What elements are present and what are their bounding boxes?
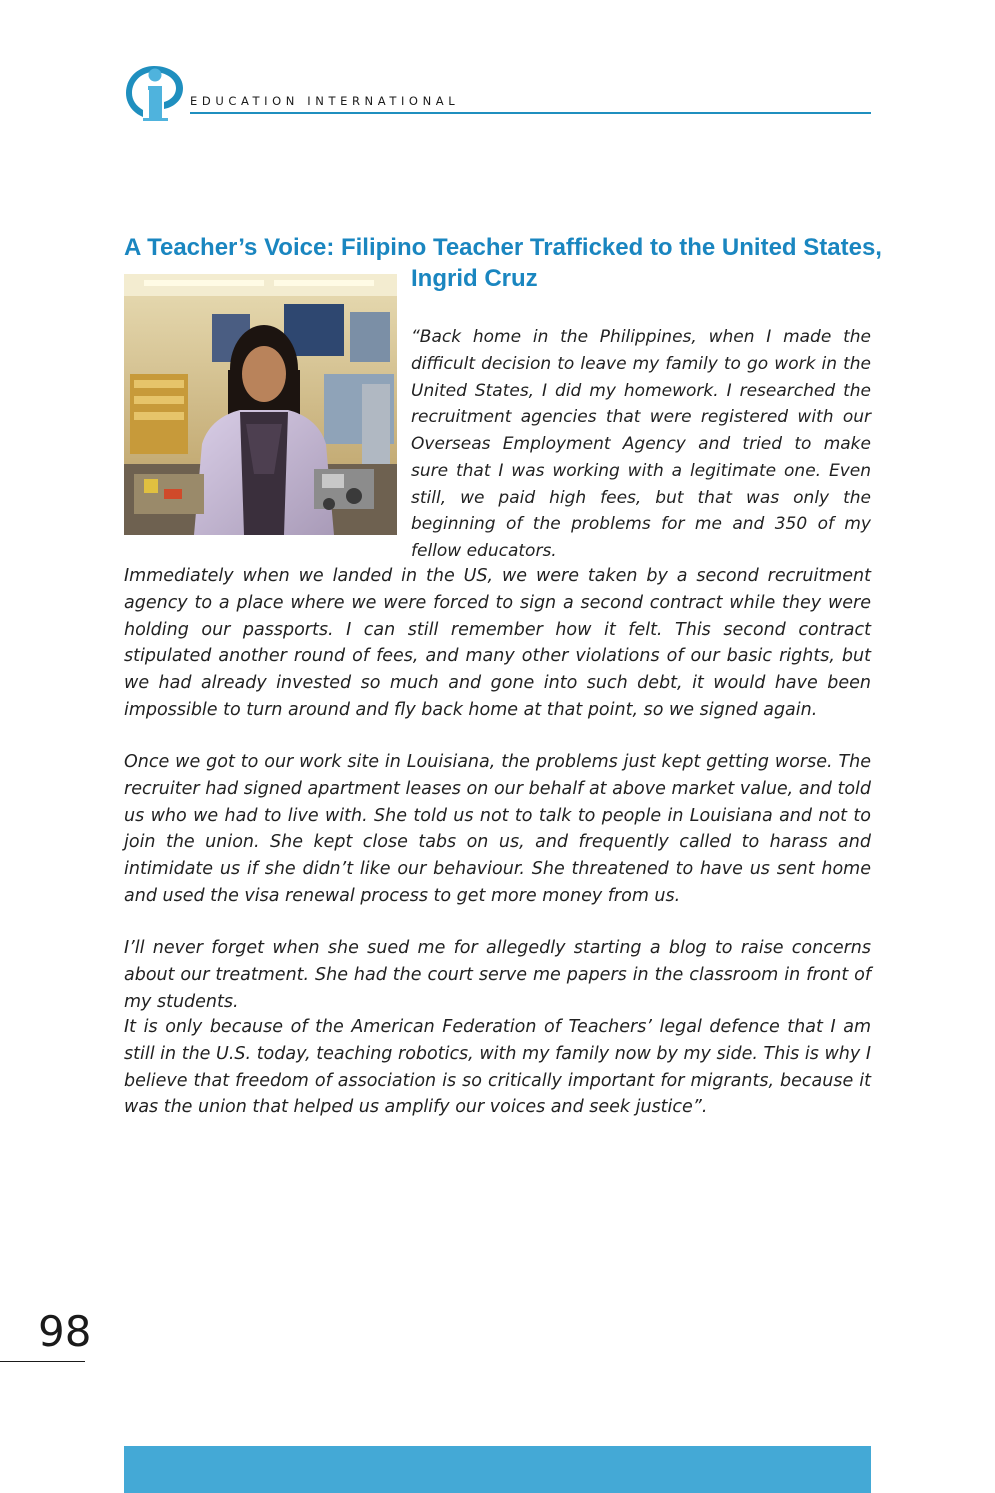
header-rule	[190, 112, 871, 114]
page-number-rule	[0, 1361, 85, 1362]
article-paragraph: Immediately when we landed in the US, we were taken by a second recruitment agency to a place where we were forced to sign a second contract while they were holding our passports. I can still remember how it felt. This second contract stipulated another round of fees, and many other violations of our basic rights, but we had already invested so much and gone into such debt, it would have been impossible to turn around and fly back home at that point, so we signed again.	[124, 566, 871, 720]
education-international-logo-icon	[124, 62, 186, 122]
article-paragraph: I’ll never forget when she sued me for allegedly starting a blog to raise concerns about our treatment. She had the court serve me papers in the classroom in front of my students.	[124, 938, 871, 1012]
page-number: 98	[38, 1307, 92, 1356]
footer-bar	[124, 1446, 871, 1493]
article-title-subtitle: Ingrid Cruz	[411, 265, 538, 292]
article-paragraph: It is only because of the American Federation of Teachers’ legal defence that I am still in the U.S. today, teaching robotics, with my family now by my side. This is why I believe that freedom of association is so critically important for migrants, because it was the union that helped us amplify our voices and seek justice”.	[124, 1017, 871, 1118]
header-org-name: EDUCATION INTERNATIONAL	[190, 94, 460, 108]
article-paragraph: “Back home in the Philippines, when I made the difficult decision to leave my family to go work in the United States, I did my homework. I researched the recruitment agencies that were registered with our Overseas Employment Agency and tried to make sure that I was working with a legitimate one. Even still, we paid high fees, but that was only the beginning of the problems for me and 350 of my fellow educators.	[411, 327, 871, 561]
teacher-classroom-photo	[124, 274, 397, 535]
article-paragraph: Once we got to our work site in Louisiana, the problems just kept getting worse. The recruiter had signed apartment leases on our behalf at above market value, and told us who we had to live with. She told us not to talk to people in Louisiana and not to join the union. She kept close tabs on us, and frequently called to harass and intimidate us if she didn’t like our behaviour. She threatened to have us sent home and used the visa renewal process to get more money from us.	[124, 752, 871, 906]
article-title: A Teacher’s Voice: Filipino Teacher Trafficked to the United States,	[124, 234, 882, 261]
